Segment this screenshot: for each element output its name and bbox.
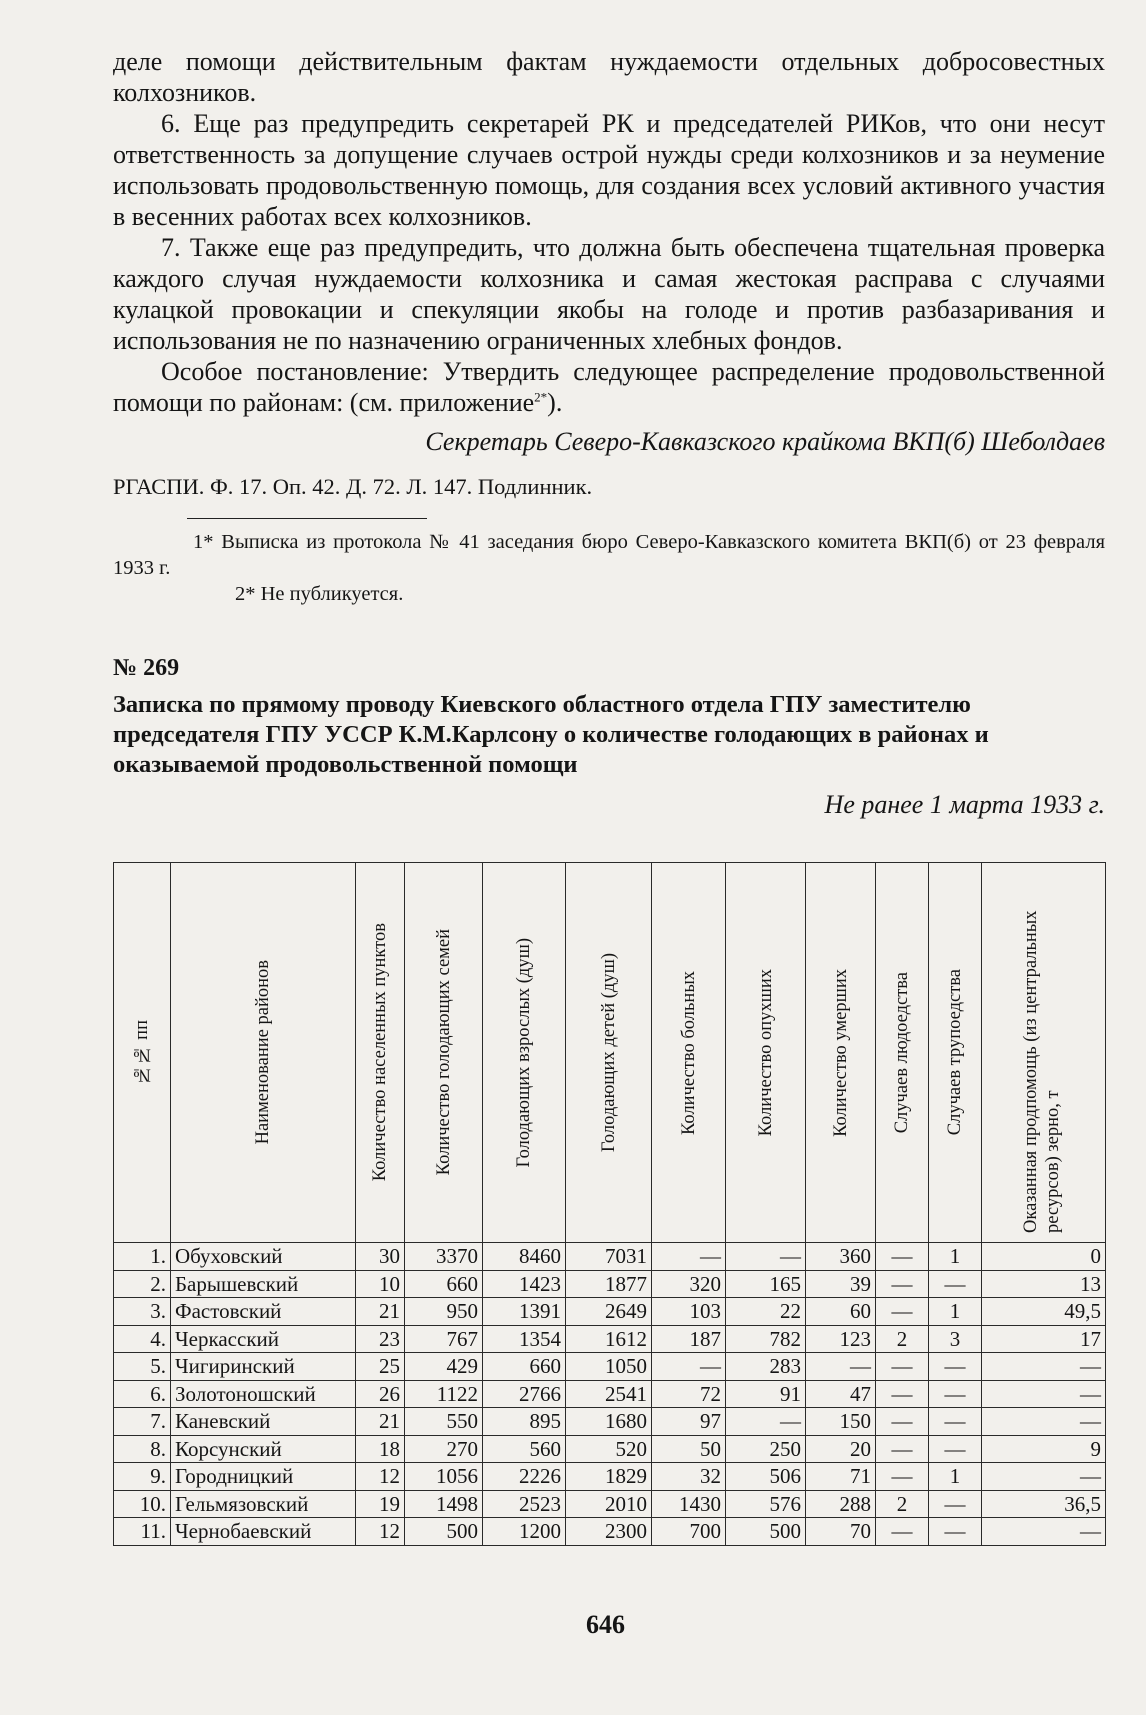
cell-food-aid: —	[982, 1518, 1106, 1546]
cell-settlements: 10	[356, 1270, 405, 1298]
page-content	[113, 46, 1105, 1639]
cell-children: 2541	[566, 1380, 652, 1408]
cell-cannibalism: —	[876, 1270, 929, 1298]
cell-families: 1498	[405, 1490, 483, 1518]
cell-children: 1050	[566, 1353, 652, 1381]
cell-cannibalism: —	[876, 1435, 929, 1463]
cell-children: 2010	[566, 1490, 652, 1518]
cell-swollen: 91	[726, 1380, 806, 1408]
cell-adults: 895	[483, 1408, 566, 1436]
paragraph-continuation: деле помощи действительным фактам нуждаемости отдельных добросовестных колхозников.	[113, 47, 1105, 107]
cell-cannibalism: —	[876, 1380, 929, 1408]
cell-food-aid: 13	[982, 1270, 1106, 1298]
cell-dead: 70	[806, 1518, 876, 1546]
cell-families: 500	[405, 1518, 483, 1546]
cell-settlements: 12	[356, 1463, 405, 1491]
cell-children: 1877	[566, 1270, 652, 1298]
cell-children: 520	[566, 1435, 652, 1463]
archive-source: РГАСПИ. Ф. 17. Оп. 42. Д. 72. Л. 147. Подлинник.	[113, 474, 593, 499]
cell-row-number: 8.	[114, 1435, 171, 1463]
cell-families: 3370	[405, 1243, 483, 1271]
header-sick: Количество больных	[652, 863, 726, 1243]
document-date: Не ранее 1 марта 1933 г.	[824, 790, 1105, 819]
header-swollen: Количество опухших	[726, 863, 806, 1243]
cell-swollen: 22	[726, 1298, 806, 1326]
cell-food-aid: 49,5	[982, 1298, 1106, 1326]
cell-swollen: 250	[726, 1435, 806, 1463]
cell-dead: 60	[806, 1298, 876, 1326]
cell-food-aid: 0	[982, 1243, 1106, 1271]
cell-row-number: 4.	[114, 1325, 171, 1353]
cell-dead: —	[806, 1353, 876, 1381]
cell-sick: 32	[652, 1463, 726, 1491]
special-resolution	[113, 356, 1105, 418]
cell-district-name: Чигиринский	[171, 1353, 356, 1381]
header-adults: Голодающих взрослых (душ)	[483, 863, 566, 1243]
cell-families: 767	[405, 1325, 483, 1353]
cell-swollen: —	[726, 1408, 806, 1436]
cell-district-name: Черкасский	[171, 1325, 356, 1353]
special-resolution-end: ).	[547, 388, 563, 417]
cell-settlements: 12	[356, 1518, 405, 1546]
cell-food-aid: —	[982, 1353, 1106, 1381]
cell-corpse-eating: —	[929, 1380, 982, 1408]
cell-cannibalism: 2	[876, 1490, 929, 1518]
cell-food-aid: 9	[982, 1435, 1106, 1463]
cell-row-number: 1.	[114, 1243, 171, 1271]
cell-sick: 103	[652, 1298, 726, 1326]
cell-families: 1122	[405, 1380, 483, 1408]
cell-families: 660	[405, 1270, 483, 1298]
cell-sick: —	[652, 1243, 726, 1271]
cell-district-name: Гельмязовский	[171, 1490, 356, 1518]
cell-swollen: 782	[726, 1325, 806, 1353]
cell-swollen: 506	[726, 1463, 806, 1491]
cell-food-aid: —	[982, 1408, 1106, 1436]
cell-food-aid: 17	[982, 1325, 1106, 1353]
cell-sick: —	[652, 1353, 726, 1381]
cell-cannibalism: —	[876, 1518, 929, 1546]
cell-adults: 560	[483, 1435, 566, 1463]
table-row	[114, 1270, 1106, 1298]
cell-sick: 1430	[652, 1490, 726, 1518]
cell-dead: 47	[806, 1380, 876, 1408]
cell-children: 1829	[566, 1463, 652, 1491]
cell-dead: 39	[806, 1270, 876, 1298]
cell-families: 950	[405, 1298, 483, 1326]
cell-row-number: 3.	[114, 1298, 171, 1326]
table-row	[114, 1380, 1106, 1408]
cell-sick: 320	[652, 1270, 726, 1298]
cell-swollen: 500	[726, 1518, 806, 1546]
header-food-aid: Оказанная продпомощь (из центральных ресурсов) зерно, т	[982, 863, 1106, 1243]
cell-sick: 72	[652, 1380, 726, 1408]
cell-settlements: 23	[356, 1325, 405, 1353]
cell-corpse-eating: 1	[929, 1463, 982, 1491]
table-header-row	[114, 863, 1106, 1243]
cell-adults: 1354	[483, 1325, 566, 1353]
cell-swollen: 576	[726, 1490, 806, 1518]
cell-adults: 2523	[483, 1490, 566, 1518]
cell-families: 429	[405, 1353, 483, 1381]
footnote-1-mark: 1*	[193, 531, 214, 553]
cell-settlements: 26	[356, 1380, 405, 1408]
cell-cannibalism: —	[876, 1408, 929, 1436]
cell-dead: 123	[806, 1325, 876, 1353]
cell-corpse-eating: —	[929, 1408, 982, 1436]
paragraph-7: 7. Также еще раз предупредить, что должна быть обеспечена тщательная проверка каждого случая нуждаемости колхозника и самая жестокая расправа с случаями кулацкой провокации и спекуляции якобы на голоде и против разбазаривания и использования не по назначению ограниченных хлебных фондов.	[113, 233, 1105, 355]
cell-district-name: Обуховский	[171, 1243, 356, 1271]
cell-corpse-eating: —	[929, 1435, 982, 1463]
table-row	[114, 1298, 1106, 1326]
cell-settlements: 21	[356, 1298, 405, 1326]
cell-district-name: Корсунский	[171, 1435, 356, 1463]
header-settlements: Количество населенных пунктов	[356, 863, 405, 1243]
cell-cannibalism: —	[876, 1353, 929, 1381]
cell-adults: 1200	[483, 1518, 566, 1546]
cell-settlements: 18	[356, 1435, 405, 1463]
cell-row-number: 2.	[114, 1270, 171, 1298]
header-cannibalism: Случаев людоедства	[876, 863, 929, 1243]
cell-children: 2649	[566, 1298, 652, 1326]
cell-sick: 50	[652, 1435, 726, 1463]
cell-district-name: Фастовский	[171, 1298, 356, 1326]
table-row	[114, 1463, 1106, 1491]
cell-dead: 360	[806, 1243, 876, 1271]
cell-district-name: Чернобаевский	[171, 1518, 356, 1546]
cell-families: 1056	[405, 1463, 483, 1491]
cell-row-number: 7.	[114, 1408, 171, 1436]
cell-adults: 1391	[483, 1298, 566, 1326]
cell-district-name: Золотоношский	[171, 1380, 356, 1408]
cell-settlements: 25	[356, 1353, 405, 1381]
cell-corpse-eating: —	[929, 1353, 982, 1381]
cell-corpse-eating: —	[929, 1518, 982, 1546]
cell-settlements: 19	[356, 1490, 405, 1518]
cell-dead: 20	[806, 1435, 876, 1463]
table-row	[114, 1353, 1106, 1381]
cell-sick: 97	[652, 1408, 726, 1436]
cell-children: 2300	[566, 1518, 652, 1546]
cell-adults: 1423	[483, 1270, 566, 1298]
cell-cannibalism: —	[876, 1298, 929, 1326]
cell-adults: 2766	[483, 1380, 566, 1408]
cell-corpse-eating: —	[929, 1490, 982, 1518]
footnote-2	[113, 581, 1105, 607]
cell-corpse-eating: —	[929, 1270, 982, 1298]
cell-district-name: Барышевский	[171, 1270, 356, 1298]
cell-swollen: 165	[726, 1270, 806, 1298]
cell-swollen: 283	[726, 1353, 806, 1381]
cell-row-number: 6.	[114, 1380, 171, 1408]
cell-settlements: 21	[356, 1408, 405, 1436]
cell-cannibalism: 2	[876, 1325, 929, 1353]
cell-corpse-eating: 3	[929, 1325, 982, 1353]
table-row	[114, 1490, 1106, 1518]
table-row	[114, 1518, 1106, 1546]
footnote-ref-2: 2*	[534, 389, 548, 405]
cell-district-name: Каневский	[171, 1408, 356, 1436]
cell-sick: 187	[652, 1325, 726, 1353]
cell-swollen: —	[726, 1243, 806, 1271]
cell-sick: 700	[652, 1518, 726, 1546]
cell-row-number: 11.	[114, 1518, 171, 1546]
cell-food-aid: —	[982, 1463, 1106, 1491]
cell-food-aid: —	[982, 1380, 1106, 1408]
cell-adults: 8460	[483, 1243, 566, 1271]
header-children: Голодающих детей (душ)	[566, 863, 652, 1243]
cell-families: 550	[405, 1408, 483, 1436]
cell-row-number: 5.	[114, 1353, 171, 1381]
header-district: Наименование районов	[171, 863, 356, 1243]
header-dead: Количество умерших	[806, 863, 876, 1243]
footnote-divider	[187, 518, 427, 519]
cell-dead: 288	[806, 1490, 876, 1518]
cell-children: 7031	[566, 1243, 652, 1271]
footnote-1	[113, 529, 1105, 581]
document-title: Записка по прямому проводу Киевского областного отдела ГПУ заместителю председателя ГПУ УССР К.М.Карлсону о количестве голодающих в районах и оказываемой продовольственной помощи	[113, 691, 989, 778]
footnote-1-text: Выписка из протокола № 41 заседания бюро Северо-Кавказского комитета ВКП(б) от 23 февраля 1933 г.	[113, 531, 1105, 579]
cell-cannibalism: —	[876, 1463, 929, 1491]
footnote-2-text: Не публикуется.	[260, 583, 404, 605]
cell-adults: 2226	[483, 1463, 566, 1491]
cell-children: 1612	[566, 1325, 652, 1353]
cell-row-number: 9.	[114, 1463, 171, 1491]
cell-settlements: 30	[356, 1243, 405, 1271]
page-number: 646	[586, 1610, 625, 1639]
table-body	[114, 1243, 1106, 1546]
signature: Секретарь Северо-Кавказского крайкома ВКП(б) Шеболдаев	[425, 427, 1105, 456]
cell-cannibalism: —	[876, 1243, 929, 1271]
table-row	[114, 1243, 1106, 1271]
footnote-2-mark: 2*	[235, 583, 256, 605]
cell-corpse-eating: 1	[929, 1243, 982, 1271]
header-corpse-eating: Случаев трупоедства	[929, 863, 982, 1243]
cell-corpse-eating: 1	[929, 1298, 982, 1326]
cell-district-name: Городницкий	[171, 1463, 356, 1491]
table-row	[114, 1435, 1106, 1463]
cell-families: 270	[405, 1435, 483, 1463]
table-row	[114, 1325, 1106, 1353]
famine-data-table	[113, 862, 1106, 1546]
cell-children: 1680	[566, 1408, 652, 1436]
cell-dead: 150	[806, 1408, 876, 1436]
special-resolution-text: Особое постановление: Утвердить следующее распределение продовольственной помощи по районам: (см. приложение	[113, 357, 1105, 417]
cell-dead: 71	[806, 1463, 876, 1491]
header-number: №№ пп	[114, 863, 171, 1243]
cell-adults: 660	[483, 1353, 566, 1381]
cell-food-aid: 36,5	[982, 1490, 1106, 1518]
document-number: № 269	[113, 655, 180, 681]
cell-row-number: 10.	[114, 1490, 171, 1518]
table-row	[114, 1408, 1106, 1436]
header-families: Количество голодающих семей	[405, 863, 483, 1243]
paragraph-6: 6. Еще раз предупредить секретарей РК и председателей РИКов, что они несут ответственность за допущение случаев острой нужды среди колхозников и за неумение использовать продовольственную помощь, для создания всех условий активного участия в весенних работах всех колхозников.	[113, 109, 1105, 231]
